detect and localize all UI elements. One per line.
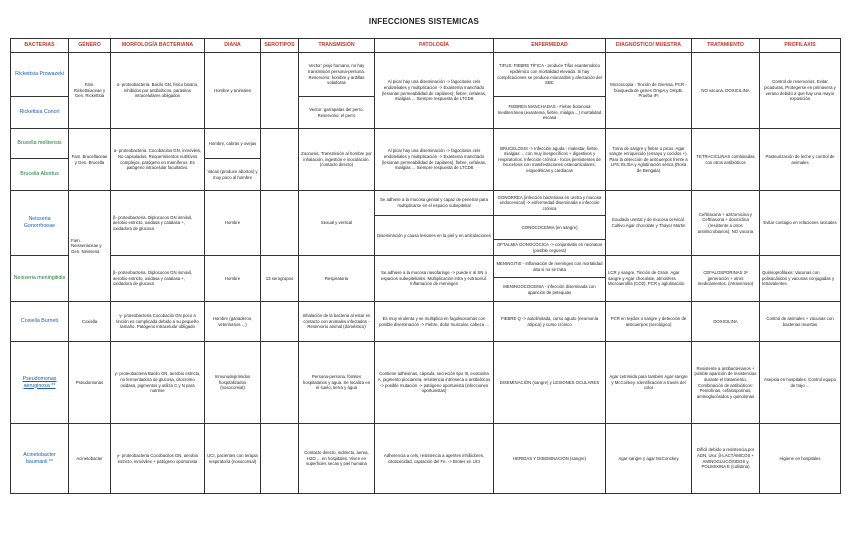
table-row <box>11 424 841 494</box>
prophylaxis-cell: Asepsia en hospitales. Control equipo de trajo ... <box>760 342 841 424</box>
bacteria-name: Neisseria Gonorrhoeae <box>11 191 69 256</box>
genus-cell: Acinetobacter <box>69 424 111 494</box>
treatment-cell: Difícil debido a resistencia por ADN. Uso: β-LACTÁMICOS + AMINOGLUCÓSIDOS y POLIMIXINA E (colistina) <box>692 424 760 494</box>
treatment-cell: Resistente a antibacterianos + posible aparición de resistencias durante el tratamiento. Combinación de antibióticos: Penicilinas, cefalosporinas, aminoglucósidos y quinolonas <box>692 342 760 424</box>
disease-cell: TIFUS: FIEBRE TÍFICA - produce Tifus exantemático epidémico con mortalidad elevada. Si hay complicaciones se produce miocarditis y afectación del SBC <box>494 53 606 97</box>
treatment-cell: TETRACICLINAS combinadas con otros antibióticos <box>692 129 760 191</box>
bacteria-name: Rickettsia Conori <box>11 97 69 129</box>
prophylaxis-cell: Quimioprofilaxis: Vacunas con polisacáridos y vacunas conjugadas y tetravalentes. <box>760 256 841 302</box>
target-cell: Hombre <box>205 191 261 256</box>
header-genero: GÉNERO <box>69 39 111 53</box>
disease-cell: DISEMINACIÓN (sangre) y LESIONES OCULARES <box>494 342 606 424</box>
bacteria-name: Rickettsia Prowazeki <box>11 53 69 97</box>
morphology-cell: β- proteobacteria. Diplococos GN inmóvil, aerobio estricto, oxidasa y catalasa +, oxidadora de glucosa <box>111 256 205 302</box>
table-row <box>11 191 841 216</box>
morphology-cell: γ- proteobacteria Cocobacilo GN poco a tinción es complicada debido a su pequeño tamaño. Patógeno intracelular obligado <box>111 302 205 342</box>
bacteria-name-label: Pseudomonas aeruginosa ** <box>22 375 57 389</box>
disease-cell: GONOCOCEMIA (en sangre) <box>494 216 606 240</box>
pathology-cell: Es muy virulenta y se multiplica en fagolisosomas con posible diseminación -> Fiebre, dolor muscular, cabeza ... <box>375 302 494 342</box>
treatment-cell: Ceftriaxona + azitromicina y Ceftriaxona + doxiciclina (resistente a otros antimicrobianos). NO vacuna <box>692 191 760 256</box>
serotypes-cell <box>261 424 299 494</box>
prophylaxis-cell: Control de animales + vacunas con bacterias muertas <box>760 302 841 342</box>
header-patologia: PATOLOGÍA <box>375 39 494 53</box>
pathology-cell: Diseminación y causa lesiones en la piel y en articulaciones <box>375 216 494 256</box>
bacteria-name: Brucella Abortus <box>11 159 69 191</box>
disease-cell: BRUCELOSIS -> Infección aguda - malestar, fiebre, mialgias ... con muy inespecíficos + digestivos y respiratorios. Infección crónica - focos persistentes de brucelosis con manifestaciones osteoarticulares, esqueléticas y cardiacas <box>494 129 606 191</box>
target-cell: Inmunodeprimidos hospitalizados (nosocomial) <box>205 342 261 424</box>
diagnosis-cell: LCR y sangre, Tinción de Gram. Agar sangre y Agar chocolate, atmosfera Microaerofila (CO2), PCR y aglutinación <box>606 256 692 302</box>
disease-cell: FIEBRES MANCHADAS - Fiebre botonosa mediterránea (exantema, fiebre, mialgia ...) mortalidad escasa <box>494 97 606 129</box>
prophylaxis-cell: Higiene en hospitales <box>760 424 841 494</box>
bacteria-name <box>11 342 69 424</box>
transmission-cell: Persona-persona, fómites hospitalarios y agua. Se localiza en el suelo, tierra y agua <box>299 342 375 424</box>
genus-cell: Fam. Neisseriaceae y Gen. Neisseria <box>69 191 111 302</box>
diagnosis-cell: Agar sangre y agar McConckey <box>606 424 692 494</box>
page-title: INFECCIONES SISTEMICAS <box>368 17 480 26</box>
serotypes-cell <box>261 191 299 256</box>
pathology-cell: Se adhiere a la mucosa genital y capaz de penetrar para multiplicarse en el espacio subepitelial <box>375 191 494 216</box>
header-serotipos: SEROTIPOS <box>261 39 299 53</box>
pathology-cell: Al picar hay una diseminación -> fagocitosis cels endoteliales y multiplicación -> Exantema manchado (lesionan permeabilidad de capilares), fiebre, cefaleas, mialgias ... Siempre respuesta de LTCD8 <box>375 129 494 191</box>
transmission-cell: Sexual y vertical <box>299 191 375 256</box>
genus-cell: Pseudomonas <box>69 342 111 424</box>
transmission-cell: Inhalación de la bacteria al estar en contacto con animales infectados - Reservorio animal (doméstico) <box>299 302 375 342</box>
treatment-cell: CEFALOSPORINAS 3ª generación + otros medicamentos. (intravenoso) <box>692 256 760 302</box>
disease-cell: MENINGOCOCEMIA - infección diseminada con aparición de petequias <box>494 278 606 302</box>
header-morfologia: MORFOLOGÍA BACTERIANA <box>111 39 205 53</box>
prophylaxis-cell: Pasteurización de leche y control de animales <box>760 129 841 191</box>
genus-cell: Fam. Brucellaceae y Gen. Brucella <box>69 129 111 191</box>
morphology-cell: β- proteobacteria. Diplococos GN inmóvil, aerobio estricto, oxidasa y catalasa +, oxidadora de glucosa <box>111 191 205 256</box>
pathology-cell: Se adhiere a la mucosa nasofaringe -> puede ir al SN o espacios subepiteliales. Multiplicación intra y extracelul. Inflamación de meninges <box>375 256 494 302</box>
disease-cell: HERIDAS Y DISEMINACIÓN (sangre) <box>494 424 606 494</box>
infections-table <box>10 38 841 494</box>
genus-cell: Fam. Rickettsiaceae y Gen. Rickettsia <box>69 53 111 129</box>
target-cell: Hombre (ganaderos, veterinarios ...) <box>205 302 261 342</box>
serotypes-cell <box>261 129 299 191</box>
transmission-cell: Contacto directo, indirecto, aerea, H2O ... en hospitales. Viven en superficies secas y piel humana <box>299 424 375 494</box>
transmission-cell: Vector: garrapatas del perro. Reservorio: el perro <box>299 97 375 129</box>
header-bacterias: BACTERIAS <box>11 39 69 53</box>
target-cell: UCI, pacientes con terapia respiratoria (nosocomial) <box>205 424 261 494</box>
pathology-cell: Adherencia a cels, resistencia a agentes inhibidores, citotoxicidad, captación del Fe. -> Brotes en UCI <box>375 424 494 494</box>
table-row <box>11 256 841 278</box>
disease-cell: OFTALMIA GONOCÓCICA -> conjuntivitis en neonatos (posible ceguera) <box>494 240 606 256</box>
disease-cell: MENINGITIS - Inflamación de meninges con mortalidad alta si no se trata <box>494 256 606 278</box>
morphology-cell: γ- proteobacteria Bacilo GN, aerobio estricto, no fermentadora de glucosa, citocromo oxidasa, pigmentos y utiliza C y N para nutrirse <box>111 342 205 424</box>
morphology-cell: γ- proteobacteria Cocobacilos GN, aerobio estricto, inmóviles + patógeno oportunista <box>111 424 205 494</box>
table-row <box>11 53 841 97</box>
genus-cell: Coxiella <box>69 302 111 342</box>
serotypes-cell <box>261 342 299 424</box>
transmission-cell: Respiratoria <box>299 256 375 302</box>
target-cell: Hombre y animales <box>205 53 261 129</box>
bacteria-name: Acinetobacter baumanii ** <box>11 424 69 494</box>
serotypes-cell <box>261 302 299 342</box>
target-cell: Hombre, cabras y ovejas <box>205 129 261 159</box>
header-diana: DIANA <box>205 39 261 53</box>
bacteria-name: Neisseria meningitidis <box>11 256 69 302</box>
header-enfermedad: ENFERMEDAD <box>494 39 606 53</box>
header-diagnostico: DIAGNÓSTICO/ MUESTRA <box>606 39 692 53</box>
table-row <box>11 302 841 342</box>
header-profilaxis: PROFILAXIS <box>760 39 841 53</box>
treatment-cell: DOXICILINA <box>692 302 760 342</box>
header-tratamiento: TRATAMIENTO <box>692 39 760 53</box>
treatment-cell: NO vacuna. DOXICILINA <box>692 53 760 129</box>
diagnosis-cell: Exudado uretral y de mucosa cervical. Cultivo Agar chocolate y Thayer Martin <box>606 191 692 256</box>
target-cell: Vacas (produce abortos) y muy poco al hombre <box>205 159 261 191</box>
diagnosis-cell: Agar cetrimida para también Agar sangre y McConkey. Identificación a través del color <box>606 342 692 424</box>
header-row <box>11 39 841 53</box>
pathology-cell: Contiene adhesinas, cápsula, secreción tipo III, exotoxina A, pigmento piocianina, resistencia intrínseca a antibióticos -> posible mutación -> patógeno oportunista (infecciones oportunistas) <box>375 342 494 424</box>
disease-cell: GONORREA (infección bacteriana en uretra y mucosa endocervical) -> enfermedad diseminada e infección crónica <box>494 191 606 216</box>
prophylaxis-cell: Evitar contagio en relaciones sexuales <box>760 191 841 256</box>
serotypes-cell <box>261 53 299 129</box>
morphology-cell: α- proteobacteria. Cocobacilos GN, inmóviles, No capsulados, Requerimientos nutritivos complejos, patógeno en mamíferos. Es patógeno intracelular facultativo. <box>111 129 205 191</box>
transmission-cell: Vector: piojo humano, no hay transmisión persona-persona. Reservorio: hombre y ardillas voladoras <box>299 53 375 97</box>
diagnosis-cell: Toma de sangre y fiebre o picos. Agar sangre enriquecido (ensayo y cocidos +). Para la detección de anticuerpos frente a LPS: ELISA y Aglutinación sérica (Rosa de Bengala) <box>606 129 692 191</box>
bacteria-name: Brucella melitensis <box>11 129 69 159</box>
header-transmision: TRANSMISIÓN <box>299 39 375 53</box>
pathology-cell: Al picar hay una diseminación -> fagocitosis cels endoteliales y multiplicación -> Exantema manchado (lesionan permeabilidad de capilares), fiebre, cefaleas, mialgias ... Siempre respuesta de LTCD8 <box>375 53 494 129</box>
morphology-cell: α- proteobacteria. Bacilo GN, fisico binario, inhibidos por antibióticos, parasitos intracelulares obligados <box>111 53 205 129</box>
bacteria-name: Coxiella Burneti <box>11 302 69 342</box>
prophylaxis-cell: Control de reservorios, Evitar picaduras, Protegerse en primavera y verano debido a que hay una mayor exposición <box>760 53 841 129</box>
table-row <box>11 342 841 424</box>
diagnosis-cell: Microscopia - Tinción de Giemsa, PCR - búsqueda de genes OmpA y OmpB. Prueba IFI <box>606 53 692 129</box>
transmission-cell: Zoonosis. Transmisión al hombre por inhalación, ingestión e inoculación. (contacto directo) <box>299 129 375 191</box>
diagnosis-cell: PCR en tejidos o sangre y detección de anticuerpos (serológico) <box>606 302 692 342</box>
serotypes-cell: 13 serogrupos <box>261 256 299 302</box>
disease-cell: FIEBRE Q -> autolimitada, curso agudo (neumonía atípica) y curso crónico <box>494 302 606 342</box>
table-row <box>11 129 841 159</box>
target-cell: Hombre <box>205 256 261 302</box>
